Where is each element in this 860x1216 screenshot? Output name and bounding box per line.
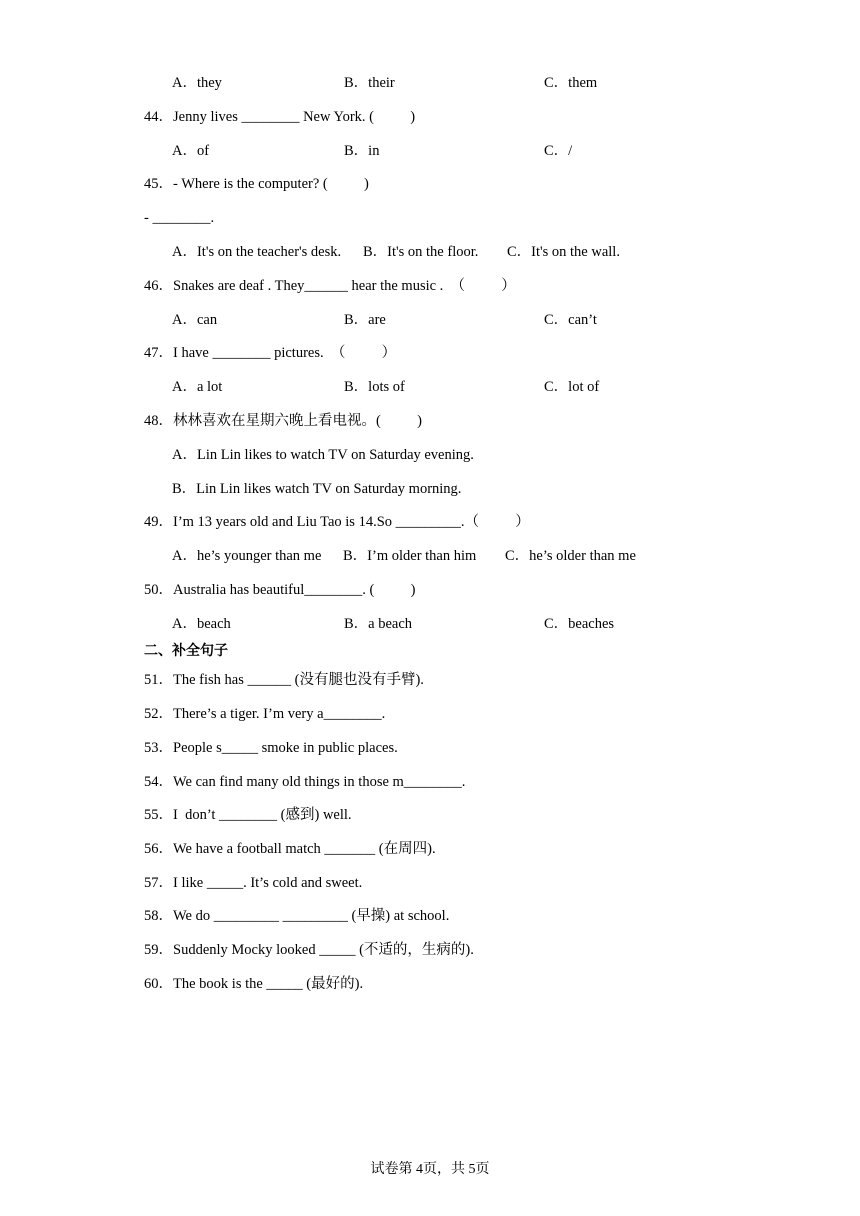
q50-question: 50．Australia has beautiful________. ( ) (144, 582, 416, 598)
q46-option-a: A．can (172, 312, 218, 328)
q45-answer-line: - ________. (144, 210, 215, 226)
q46-option-c: C．can’t (544, 312, 597, 328)
q46-question: 46．Snakes are deaf . They______ hear the music . （ ） (144, 278, 516, 294)
q44-option-c: C．/ (544, 143, 573, 159)
q49-option-b: B．I’m older than him (343, 548, 477, 564)
q45-option-a: A．It's on the teacher's desk. (172, 244, 342, 260)
q44-option-b: B．in (344, 143, 380, 159)
q48-option-b: B．Lin Lin likes watch TV on Saturday morning. (172, 481, 462, 497)
q45-question: 45．- Where is the computer? ( ) (144, 176, 369, 192)
q45-option-c: C．It's on the wall. (507, 244, 620, 260)
fill-question-52: 52．There’s a tiger. I’m very a________. (144, 706, 386, 722)
fill-question-54: 54．We can find many old things in those m________. (144, 774, 466, 790)
fill-question-58: 58．We do _________ _________ (早操) at school. (144, 908, 450, 924)
section-title: 二、补全句子 (144, 643, 228, 659)
fill-question-59: 59．Suddenly Mocky looked _____ (不适的，生病的). (144, 942, 474, 958)
fill-question-60: 60．The book is the _____ (最好的). (144, 976, 364, 992)
q49-option-c: C．he’s older than me (505, 548, 636, 564)
q43-option-b: B．their (344, 75, 395, 91)
q47-option-c: C．lot of (544, 379, 600, 395)
q46-option-b: B．are (344, 312, 386, 328)
fill-question-57: 57．I like _____. It’s cold and sweet. (144, 875, 363, 891)
q50-option-b: B．a beach (344, 616, 413, 632)
q44-option-a: A．of (172, 143, 210, 159)
q47-question: 47．I have ________ pictures. （ ） (144, 345, 397, 361)
q49-option-a: A．he’s younger than me (172, 548, 322, 564)
q47-option-b: B．lots of (344, 379, 405, 395)
fill-question-51: 51．The fish has ______ (没有腿也没有手臂). (144, 672, 424, 688)
q50-option-c: C．beaches (544, 616, 615, 632)
fill-question-53: 53．People s_____ smoke in public places. (144, 740, 398, 756)
q49-question: 49．I’m 13 years old and Liu Tao is 14.So _________.（ ） (144, 514, 530, 530)
q43-option-c: C．them (544, 75, 598, 91)
fill-question-56: 56．We have a football match _______ (在周四). (144, 841, 436, 857)
q43-option-a: A．they (172, 75, 222, 91)
fill-question-55: 55．I don’t ________ (感到) well. (144, 807, 352, 823)
q47-option-a: A．a lot (172, 379, 223, 395)
q45-option-b: B．It's on the floor. (363, 244, 479, 260)
q48-option-a: A．Lin Lin likes to watch TV on Saturday evening. (172, 447, 474, 463)
q44-question: 44．Jenny lives ________ New York. ( ) (144, 109, 416, 125)
page-number: 试卷第 4页，共 5页 (370, 1162, 490, 1177)
q48-question: 48．林林喜欢在星期六晚上看电视。( ) (144, 413, 422, 429)
q50-option-a: A．beach (172, 616, 231, 632)
